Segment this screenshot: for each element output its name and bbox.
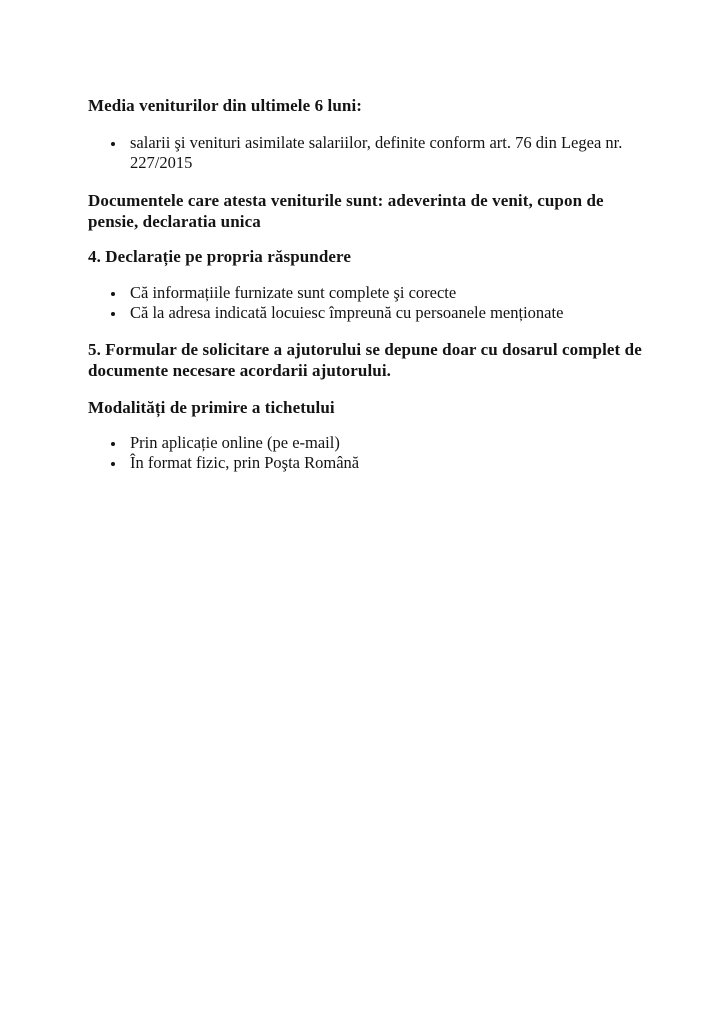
list-item (108, 133, 648, 173)
list-item (108, 453, 668, 473)
list-item-text: salarii şi venituri asimilate salariilor, definite conform art. 76 din Legea nr. 227/2015 (130, 133, 623, 172)
bullet-icon (111, 442, 115, 446)
list-item-text: Că informațiile furnizate sunt complete şi corecte (130, 283, 457, 302)
list-item (108, 303, 668, 323)
list-item-text: Că la adresa indicată locuiesc împreună cu persoanele menționate (130, 303, 564, 322)
documents-heading: Documentele care atesta veniturile sunt: adeverinta de venit, cupon de pensie, declaratia unica (88, 191, 604, 231)
list-item (108, 283, 668, 303)
bullet-icon (111, 462, 115, 466)
list-item (108, 433, 668, 453)
section-4-heading: 4. Declarație pe propria răspundere (88, 247, 352, 266)
bullet-icon (111, 292, 115, 296)
bullet-icon (111, 312, 115, 316)
ticket-delivery-heading: Modalități de primire a tichetului (88, 398, 335, 417)
list-item-text: În format fizic, prin Poşta Română (130, 453, 360, 472)
bullet-icon (111, 142, 115, 146)
ticket-delivery-list (108, 433, 668, 473)
declaration-list (108, 283, 668, 323)
section-5-heading: 5. Formular de solicitare a ajutorului se depune doar cu dosarul complet de documente necesare acordarii ajutorului. (88, 340, 642, 380)
income-list (108, 133, 648, 173)
list-item-text: Prin aplicație online (pe e-mail) (130, 433, 340, 452)
income-heading: Media veniturilor din ultimele 6 luni: (88, 96, 363, 115)
